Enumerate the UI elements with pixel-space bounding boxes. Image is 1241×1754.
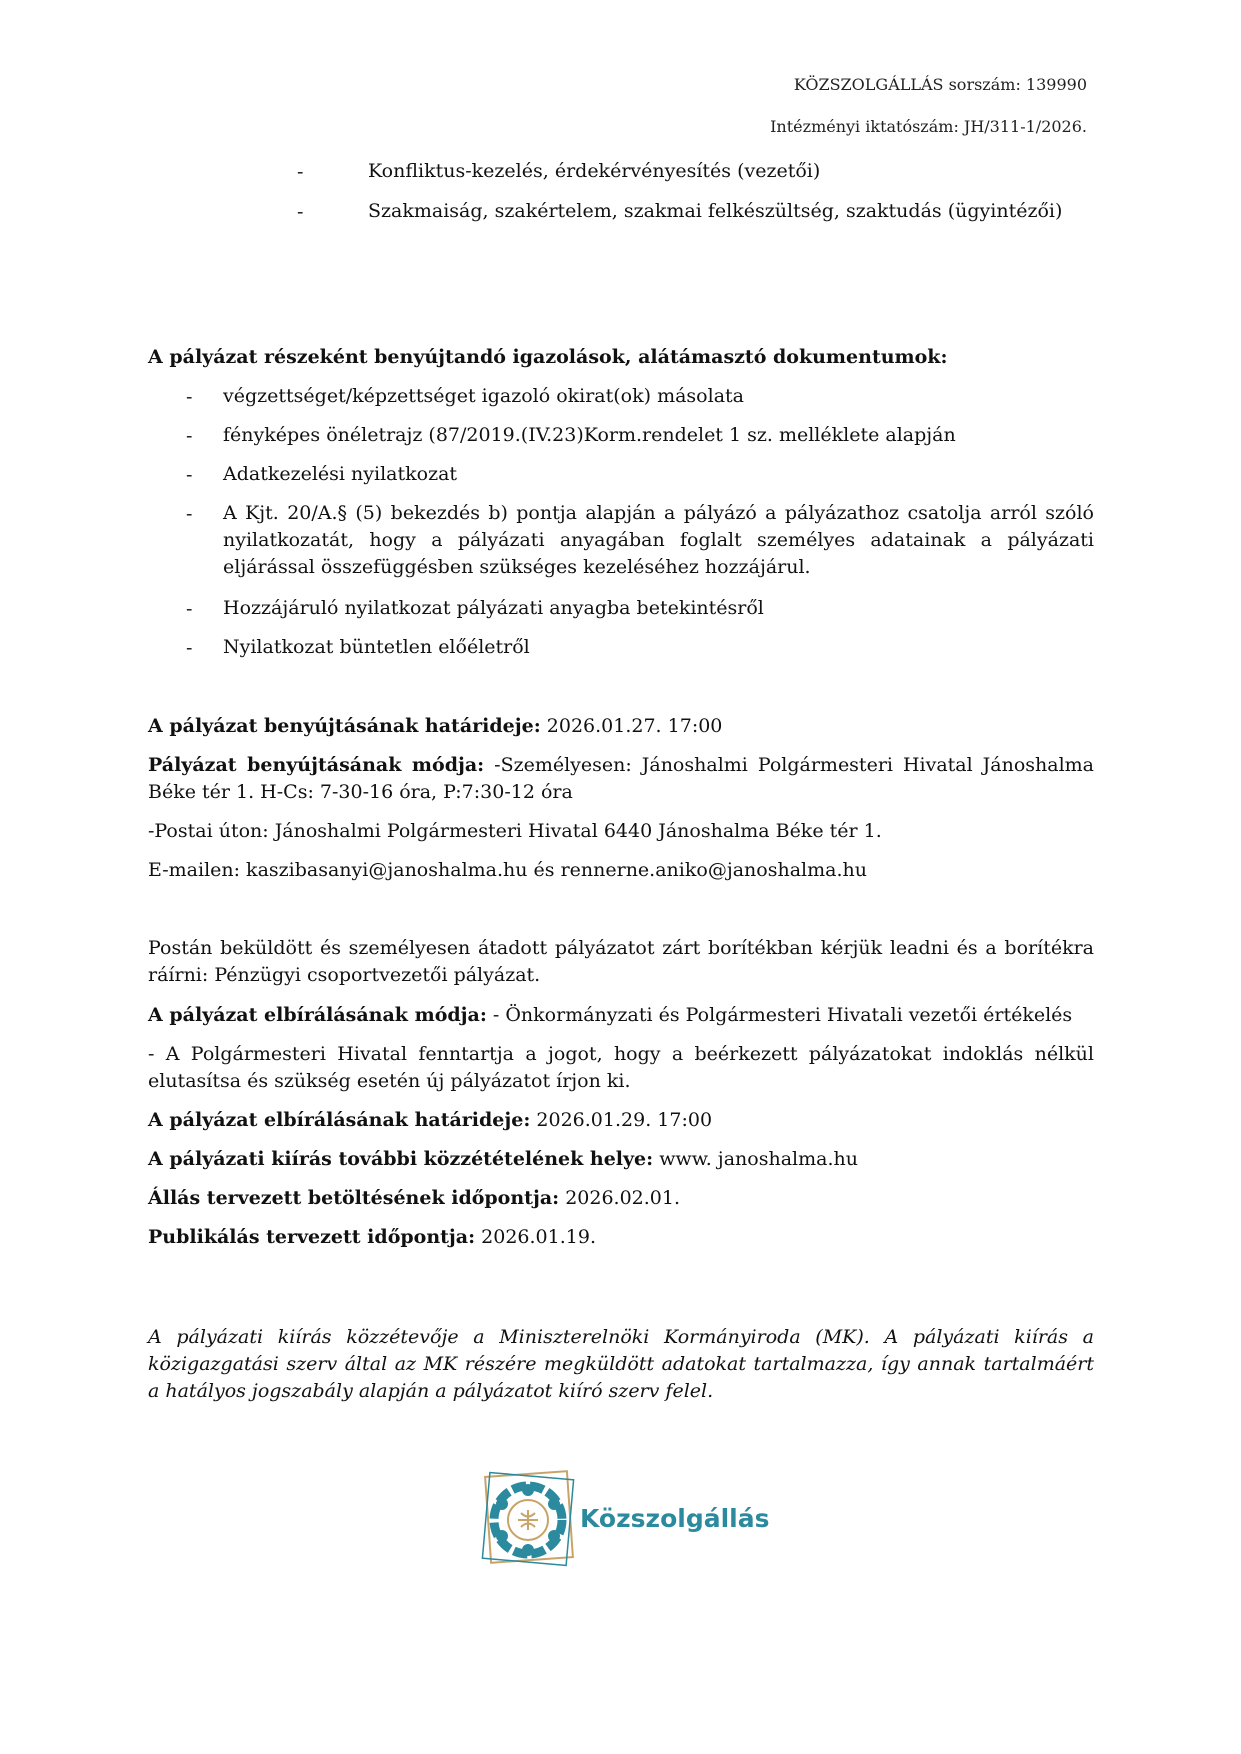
publish-date-label: Publikálás tervezett időpontja: bbox=[148, 1226, 476, 1248]
list-dash: - bbox=[186, 464, 193, 486]
submission-method bbox=[148, 752, 1094, 806]
list-dash: - bbox=[186, 598, 193, 620]
evaluation-method bbox=[148, 1002, 1094, 1029]
header-serial-number: KÖZSZOLGÁLLÁS sorszám: 139990 bbox=[793, 75, 1087, 94]
evaluation-deadline-value: 2026.01.29. 17:00 bbox=[530, 1109, 713, 1131]
publish-date-value: 2026.01.19. bbox=[475, 1226, 596, 1248]
emblem-icon bbox=[476, 1466, 586, 1576]
competency-item: Konfliktus-kezelés, érdekérvényesítés (vezetői) bbox=[368, 160, 821, 182]
evaluation-note: - A Polgármesteri Hivatal fenntartja a jogot, hogy a beérkezett pályázatokat indoklás nélkül elutasítsa és szükség esetén új pályázatot írjon ki. bbox=[148, 1043, 1094, 1092]
submission-email: E-mailen: kaszibasanyi@janoshalma.hu és rennerne.aniko@janoshalma.hu bbox=[148, 859, 867, 881]
submission-method-personal: -Személyesen: Jánoshalmi Polgármesteri Hivatal Jánoshalma Béke tér 1. H-Cs: 7-30-16 óra, P:7:30-12 óra bbox=[148, 754, 1095, 803]
document-item: fényképes önéletrajz (87/2019.(IV.23)Korm.rendelet 1 sz. melléklete alapján bbox=[223, 424, 956, 446]
document-item: Hozzájáruló nyilatkozat pályázati anyagba betekintésről bbox=[223, 597, 764, 619]
list-dash: - bbox=[186, 386, 193, 408]
disclaimer: A pályázati kiírás közzétevője a Miniszterelnöki Kormányiroda (MK). A pályázati kiírás a közigazgatási szerv által az MK részére megküldött adatokat tartalmazza, így annak tartalmáért a hatályos jogszabály alapján a pályázatot kiíró szerv felel. bbox=[148, 1326, 1094, 1402]
evaluation-deadline-label: A pályázat elbírálásának határideje: bbox=[148, 1109, 531, 1131]
publication-place bbox=[148, 1146, 1094, 1173]
document-item: Adatkezelési nyilatkozat bbox=[223, 463, 458, 485]
publication-place-label: A pályázati kiírás további közzétételének helye: bbox=[148, 1148, 654, 1170]
documents-heading: A pályázat részeként benyújtandó igazolások, alátámasztó dokumentumok: bbox=[148, 346, 948, 368]
position-fill-date-label: Állás tervezett betöltésének időpontja: bbox=[148, 1187, 560, 1209]
position-fill-date bbox=[148, 1185, 1094, 1212]
document-item: Nyilatkozat büntetlen előéletről bbox=[223, 636, 530, 658]
header-registration-number: Intézményi iktatószám: JH/311-1/2026. bbox=[770, 117, 1087, 136]
submission-deadline-label: A pályázat benyújtásának határideje: bbox=[148, 715, 541, 737]
publication-place-value: www. janoshalma.hu bbox=[653, 1148, 858, 1170]
submission-postal: -Postai úton: Jánoshalmi Polgármesteri Hivatal 6440 Jánoshalma Béke tér 1. bbox=[148, 820, 882, 842]
list-dash: - bbox=[186, 503, 193, 525]
list-dash: - bbox=[186, 637, 193, 659]
publish-date bbox=[148, 1224, 1094, 1251]
list-dash: - bbox=[186, 425, 193, 447]
list-dash: - bbox=[297, 201, 304, 223]
logo-wordmark: Közszolgállás bbox=[580, 1504, 770, 1533]
evaluation-method-value: - Önkormányzati és Polgármesteri Hivatali vezetői értékelés bbox=[486, 1004, 1073, 1026]
position-fill-date-value: 2026.02.01. bbox=[559, 1187, 681, 1209]
evaluation-deadline bbox=[148, 1107, 1094, 1134]
evaluation-method-label: A pályázat elbírálásának módja: bbox=[148, 1004, 487, 1026]
competency-item: Szakmaiság, szakértelem, szakmai felkészültség, szaktudás (ügyintézői) bbox=[368, 200, 1063, 222]
list-dash: - bbox=[297, 161, 304, 183]
document-item: végzettséget/képzettséget igazoló okirat(ok) másolata bbox=[223, 385, 744, 407]
kozszolgallas-logo bbox=[476, 1466, 776, 1576]
submission-deadline-value: 2026.01.27. 17:00 bbox=[540, 715, 723, 737]
submission-deadline bbox=[148, 713, 1094, 740]
submission-method-label: Pályázat benyújtásának módja: bbox=[148, 754, 485, 776]
document-item: A Kjt. 20/A.§ (5) bekezdés b) pontja alapján a pályázó a pályázathoz csatolja arról szóló nyilatkozatát, hogy a pályázati anyagában foglalt személyes adatainak a pályázati eljárással összefüggésben szükséges kezeléséhez hozzájárul. bbox=[223, 502, 1094, 578]
envelope-note: Postán beküldött és személyesen átadott pályázatot zárt borítékban kérjük leadni és a borítékra ráírni: Pénzügyi csoportvezetői pályázat. bbox=[148, 937, 1094, 986]
